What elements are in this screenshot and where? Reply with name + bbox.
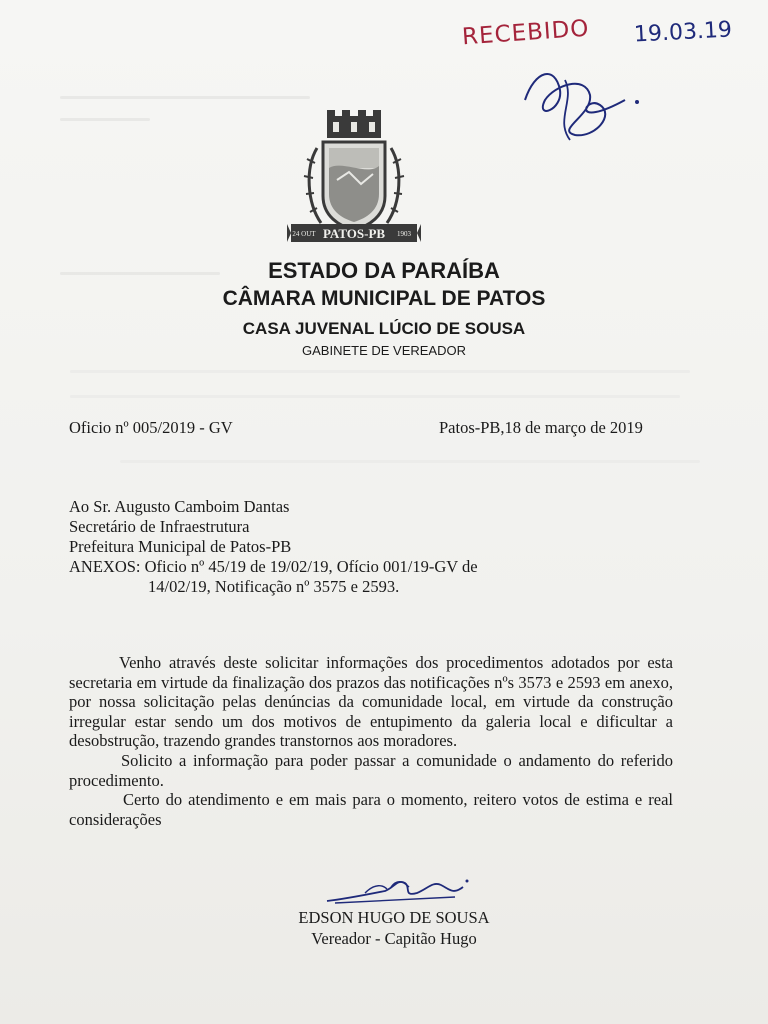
- body-paragraph: Solicito a informação para poder passar a comunidade o andamento do referido procedimento.: [69, 750, 673, 790]
- recipient-block: [69, 497, 478, 597]
- signer-name: EDSON HUGO DE SOUSA: [298, 908, 490, 927]
- signer-title: Vereador - Capitão Hugo: [311, 929, 477, 948]
- header-office: GABINETE DE VEREADOR: [302, 343, 466, 358]
- header-chamber: CÂMARA MUNICIPAL DE PATOS: [222, 287, 546, 310]
- header-house: CASA JUVENAL LÚCIO DE SOUSA: [242, 319, 526, 338]
- signature-scribble: [325, 875, 475, 907]
- bleed-through-mark: [70, 370, 690, 373]
- letter-place-date: Patos-PB,18 de março de 2019: [439, 418, 643, 437]
- header-state: ESTADO DA PARAÍBA: [268, 258, 500, 283]
- received-date: 19.03.19: [633, 17, 733, 48]
- bleed-through-mark: [60, 96, 310, 99]
- attachments-line: ANEXOS: Oficio nº 45/19 de 19/02/19, Ofício 001/19-GV de: [69, 557, 478, 576]
- received-stamp: RECEBIDO: [461, 15, 591, 51]
- bleed-through-mark: [70, 395, 680, 398]
- letter-body: [69, 653, 673, 829]
- seal-text: PATOS-PB: [322, 226, 386, 241]
- body-paragraph: Venho através deste solicitar informações dos procedimentos adotados por esta secretaria em virtude da finalização dos prazos das notificações nºs 3573 e 2593 em anexo, por nossa solicitação pelas denúncias da comunidade local, em virtude da construção irregular estar sendo um dos motivos de entupimento da galeria local e dificultar a desobstrução, trazendo grandes transtornos aos moradores.: [69, 653, 673, 751]
- handwritten-initials: [515, 60, 645, 150]
- letter-reference: Oficio nº 005/2019 - GV: [69, 418, 233, 437]
- coat-of-arms-icon: [287, 108, 421, 254]
- recipient-line: Secretário de Infraestrutura: [69, 517, 250, 536]
- seal-left-date: 24 OUT: [292, 230, 316, 238]
- bleed-through-mark: [60, 118, 150, 121]
- recipient-line: Prefeitura Municipal de Patos-PB: [69, 537, 292, 556]
- bleed-through-mark: [120, 460, 700, 463]
- attachments-line: 14/02/19, Notificação nº 3575 e 2593.: [148, 577, 400, 596]
- recipient-line: Ao Sr. Augusto Camboim Dantas: [69, 497, 290, 516]
- seal-right-date: 1903: [397, 230, 411, 238]
- body-paragraph: Certo do atendimento e em mais para o momento, reitero votos de estima e real considerações: [69, 790, 673, 829]
